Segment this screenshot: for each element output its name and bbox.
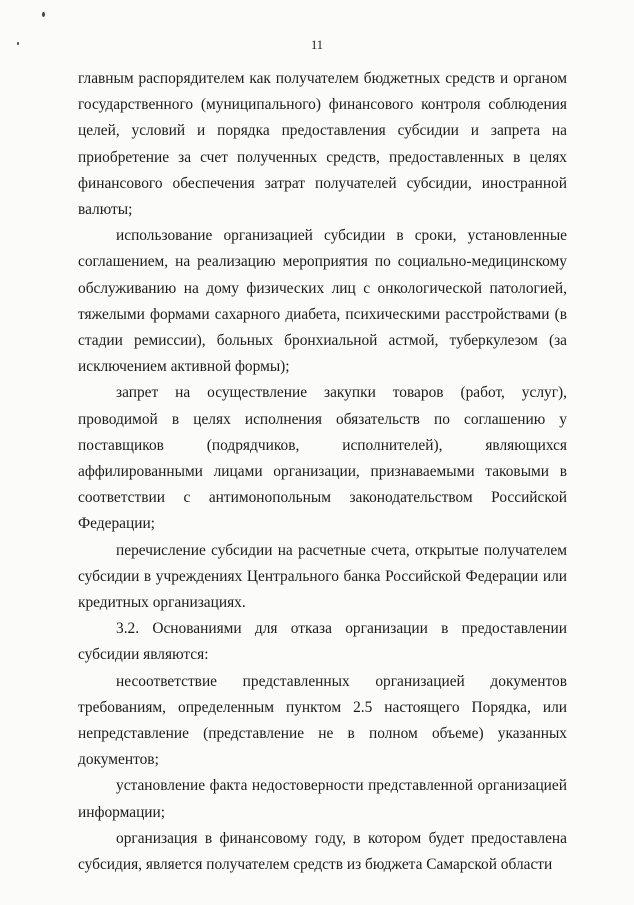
paragraph-budget-recipient: организация в финансовому году, в котором будет предоставлена субсидия, является получателем средств из бюджета Самарской области (78, 829, 567, 874)
paragraph-documents-mismatch: несоответствие представленных организацией документов требованиям, определенным пунктом 2.5 настоящего Порядка, или непредставление (представление не в полном объеме) указанных документов; (78, 672, 567, 769)
paragraph-section-3-2: 3.2. Основаниями для отказа организации в предоставлении субсидии являются: (78, 620, 567, 664)
document-body (78, 66, 567, 878)
page-number: 11 (310, 38, 324, 52)
scan-speck (42, 12, 45, 17)
paragraph-subsidy-usage: использование организацией субсидии в сроки, установленные соглашением, на реализацию мероприятия по социально-медицинскому обслуживанию на дому физических лиц с онкологической патологией, тяжелыми формами сахарного диабета, психическими расстройствами (в стадии ремиссии), больных бронхиальной астмой, туберкулезом (за исключением активной формы); (78, 227, 567, 376)
paragraph-subsidy-transfer: перечисление субсидии на расчетные счета, открытые получателем субсидии в учреждениях Центрального банка Российской Федерации или кредитных организациях. (78, 541, 567, 612)
paragraph-continuation: главным распорядителем как получателем бюджетных средств и органом государственного (муниципального) финансового контроля соблюдения целей, условий и порядка предоставления субсидии и запрета на приобретение за счет полученных средств, предоставленных в целях финансового обеспечения затрат получателей субсидии, иностранной валюты; (78, 70, 567, 219)
paragraph-procurement-ban: запрет на осуществление закупки товаров (работ, услуг), проводимой в целях исполнения обязательств по соглашению у поставщиков (подрядчиков, исполнителей), являющихся аффилированными лицами организации, признаваемыми таковыми в соответствии с антимонопольным законодательством Российской Федерации; (78, 384, 567, 533)
paragraph-false-information: установление факта недостоверности представленной организацией информации; (78, 777, 567, 821)
